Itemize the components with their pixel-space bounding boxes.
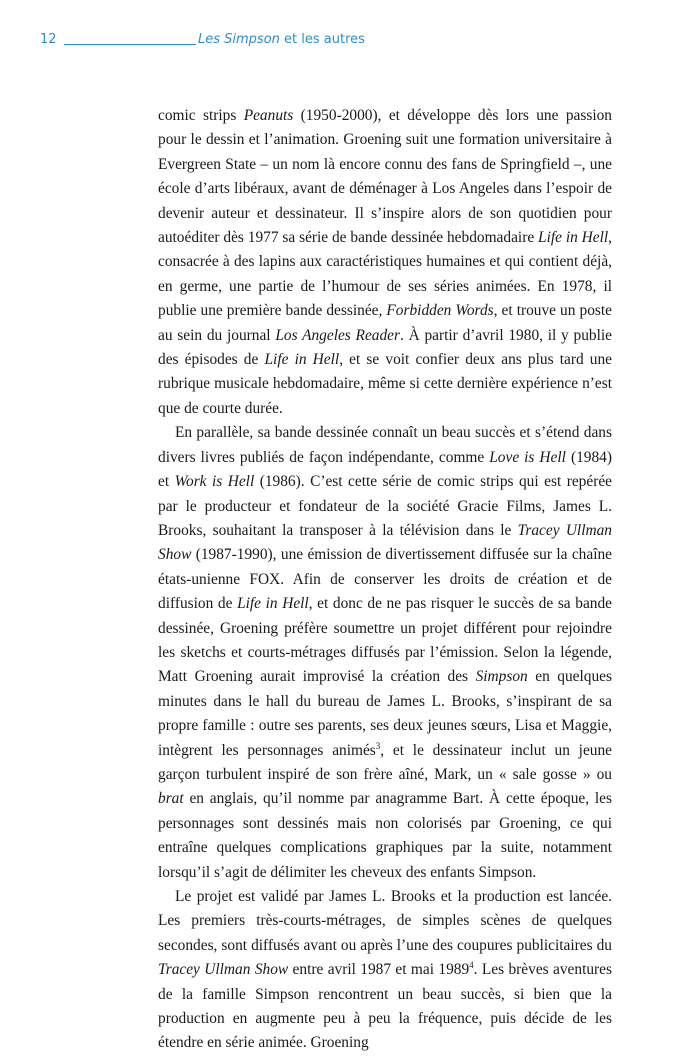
italic-title: Tracey Ullman Show: [158, 961, 289, 979]
body-text: [158, 104, 612, 1056]
text-run: (1987-1990), une émission de divertissement diffusée sur la chaîne états-unienne FOX. Afin de conserver les droits de création et de diffusion de: [158, 546, 612, 613]
running-header: [40, 30, 365, 50]
italic-title: Love is Hell: [489, 448, 566, 466]
paragraph-2: [158, 421, 612, 885]
italic-title: Peanuts: [243, 107, 294, 124]
text-run: (1950-2000), et développe dès lors une passion pour le dessin et l’animation. Groening suit une formation universitaire à Evergreen State – un nom là encore connu des fans de Springfield –, une école d’arts libéraux, avant de déménager à Los Angeles dans l’espoir de devenir auteur et dessinateur. Il s’inspire alors de son quotidien pour autoéditer dès 1977 sa série de bande dessinée hebdomadaire: [158, 107, 612, 247]
text-run: . À partir d’avril 1980, il y publie des épisodes de: [158, 326, 612, 369]
page-number: 12: [40, 32, 57, 47]
footnote-ref: 4: [469, 960, 474, 971]
text-run: , consacrée à des lapins aux caractéristiques humaines et qui contient déjà, en germe, une partie de l’humour de ses séries animées. En 1978, il publie une première bande dessinée,: [158, 229, 613, 320]
italic-title: Tracey Ullman Show: [158, 521, 612, 564]
header-rule: [64, 44, 196, 45]
text-run: (1986). C’est cette série de comic strips qui est repérée par le producteur et fondateur de la société Gracie Films, James L. Brooks, souhaitant la transposer à la télévision dans le: [158, 473, 612, 539]
text-run: en anglais, qu’il nomme par anagramme Bart. À cette époque, les personnages sont dessinés mais non colorisés par Groening, ce qui entraîne quelques complications graphiques par la suite, notamment lorsqu’il s’agit de délimiter les cheveux des enfants Simpson.: [158, 790, 612, 881]
text-run: comic strips: [158, 107, 244, 124]
italic-title: Life in Hell: [237, 595, 309, 613]
text-run: , et trouve un poste au sein du journal: [158, 302, 612, 344]
text-run: , et le dessinateur inclut un jeune garçon turbulent inspiré de son frère aîné, Mark, un « sale gosse » ou: [158, 741, 613, 783]
italic-title: Life in Hell: [264, 351, 340, 369]
italic-title: brat: [158, 790, 184, 808]
italic-title: Forbidden Words: [386, 302, 494, 320]
running-title-rest: et les autres: [279, 32, 365, 47]
text-run: en quelques minutes dans le hall du bureau de James L. Brooks, s’inspirant de sa propre famille : outre ses parents, ses deux jeunes sœurs, Lisa et Maggie, intègrent les personnages animés: [158, 668, 612, 759]
text-run: . Les brèves aventures de la famille Simpson rencontrent un beau succès, si bien que la production en augmente peu à peu la fréquence, puis décide de les étendre en série animée. Groening: [158, 961, 612, 1052]
paragraph-3: [158, 885, 612, 1056]
text-run: , et donc de ne pas risquer le succès de sa bande dessinée, Groening préfère soumettre un projet différent pour rejoindre les sketchs et courts-métrages diffusés par l’émission. Selon la légende, Matt Groening aurait improvisé la création des: [158, 595, 612, 686]
running-title: [198, 30, 365, 50]
text-run: Le projet est validé par James L. Brooks et la production est lancée. Les premiers très-courts-métrages, de simples scènes de quelques secondes, sont diffusés avant ou après l’une des coupures publicitaires du: [158, 888, 612, 954]
italic-title: Simpson: [475, 668, 528, 686]
text-run: (1984) et: [158, 448, 612, 491]
text-run: , et se voit confier deux ans plus tard une rubrique musicale hebdomadaire, même si cette dernière expérience n’est que de courte durée.: [158, 351, 613, 417]
running-title-italic: Les Simpson: [198, 32, 280, 47]
paragraph-1: [158, 104, 612, 421]
text-run: En parallèle, sa bande dessinée connaît un beau succès et s’étend dans divers livres publiés de façon indépendante, comme: [158, 424, 612, 466]
italic-title: Los Angeles Reader: [275, 326, 400, 344]
italic-title: Life in Hell: [538, 229, 609, 247]
italic-title: Work is Hell: [174, 473, 255, 491]
footnote-ref: 3: [375, 740, 381, 751]
text-run: entre avril 1987 et mai 1989: [288, 961, 470, 979]
